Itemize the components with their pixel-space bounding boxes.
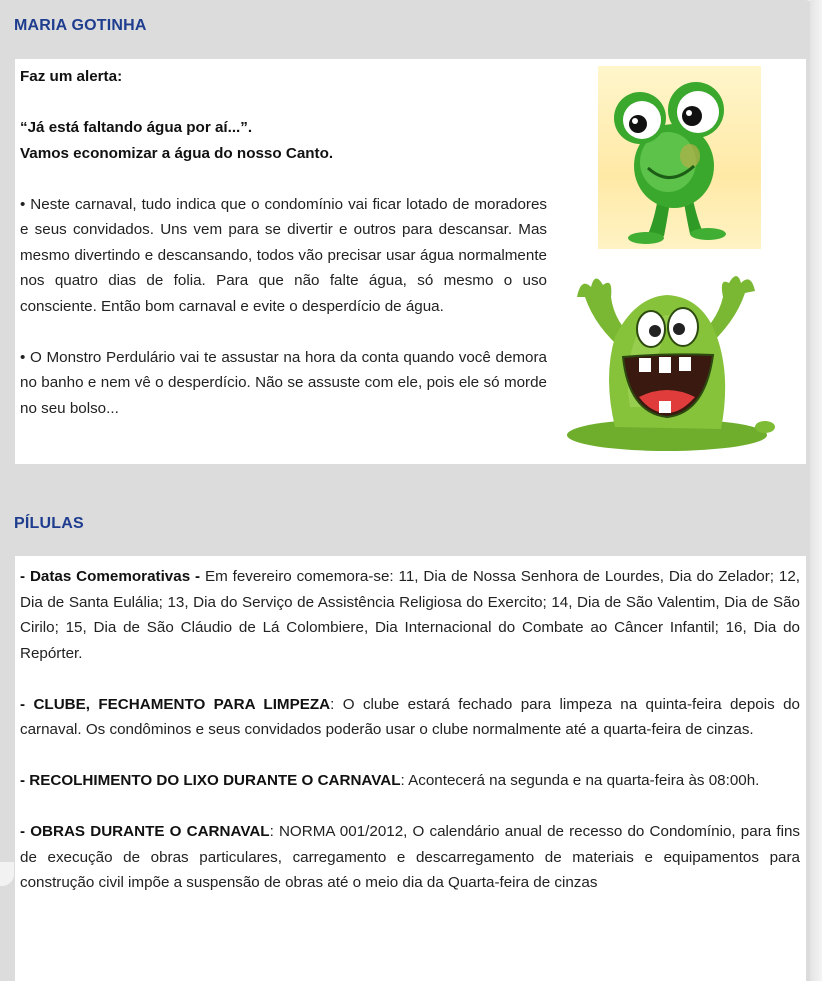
pilula-body: : Acontecerá na segunda e na quarta-feira às 08:00h. (400, 772, 760, 789)
pilula-heading: - RECOLHIMENTO DO LIXO DURANTE O CARNAVAL (20, 772, 401, 789)
quote-line-2: Vamos economizar a água do nosso Canto. (20, 144, 334, 162)
pilula-body: Em fevereiro comemora-se: 11, Dia de Nossa Senhora de Lourdes, Dia do Zelador; 12, Dia de Santa Eulália; 13, Dia do Serviço de Assistência Religiosa do Exercito; 14, Dia de São Valentim, Dia de São Cirilo; 15, Dia de São Cláudio de Lá Colombiere, Dia Internacional do Combate ao Câncer Infantil; 16, Dia do Repórter. (20, 568, 800, 662)
pilula-heading: - OBRAS DURANTE O CARNAVAL (20, 823, 270, 840)
section-title-maria-gotinha: MARIA GOTINHA (14, 17, 147, 34)
pilula-item (20, 692, 800, 743)
pilula-heading: - Datas Comemorativas - (20, 568, 201, 585)
pilula-body: : O clube estará fechado para limpeza na quinta-feira depois do carnaval. Os condôminos e seus convidados poderão usar o clube normalmente até a quarta-feira de cinzas. (20, 695, 801, 738)
paragraph-monstro: • O Monstro Perdulário vai te assustar na hora da conta quando você demora no banho e nem vê o desperdício. Não se assuste com ele, pois ele só morde no seu bolso... (20, 348, 547, 417)
alert-heading: Faz um alerta: (20, 68, 123, 85)
frog-illustration-icon (598, 66, 761, 249)
pilula-item (20, 768, 800, 794)
pilula-heading: - CLUBE, FECHAMENTO PARA LIMPEZA (20, 695, 331, 713)
monster-illustration-icon (555, 257, 780, 457)
panel-edge (810, 0, 822, 981)
pilula-item (20, 819, 800, 896)
paragraph-carnaval: • Neste carnaval, tudo indica que o condomínio vai ficar lotado de moradores e seus convidados. Uns vem para se divertir e outros para descansar. Mas mesmo divertindo e descansando, todos vão precisar usar água normalmente nos quatro dias de folia. Para que não falte água, só mesmo o uso consciente. Então bom carnaval e evite o desperdício de água. (20, 195, 547, 315)
pilula-item (20, 564, 800, 666)
pilulas-text (20, 564, 800, 896)
pilulas-box (15, 556, 806, 981)
section-title-pilulas: PÍLULAS (14, 515, 84, 532)
maria-gotinha-text (20, 64, 547, 421)
pilula-body: : NORMA 001/2012, O calendário anual de recesso do Condomínio, para fins de execução de obras particulares, carregamento e descarregamento de materiais e equipamentos para construção civil impõe a suspensão de obras até o meio dia da Quarta-feira de cinzas (20, 823, 800, 891)
quote-line-1: “Já está faltando água por aí...”. (20, 119, 253, 136)
